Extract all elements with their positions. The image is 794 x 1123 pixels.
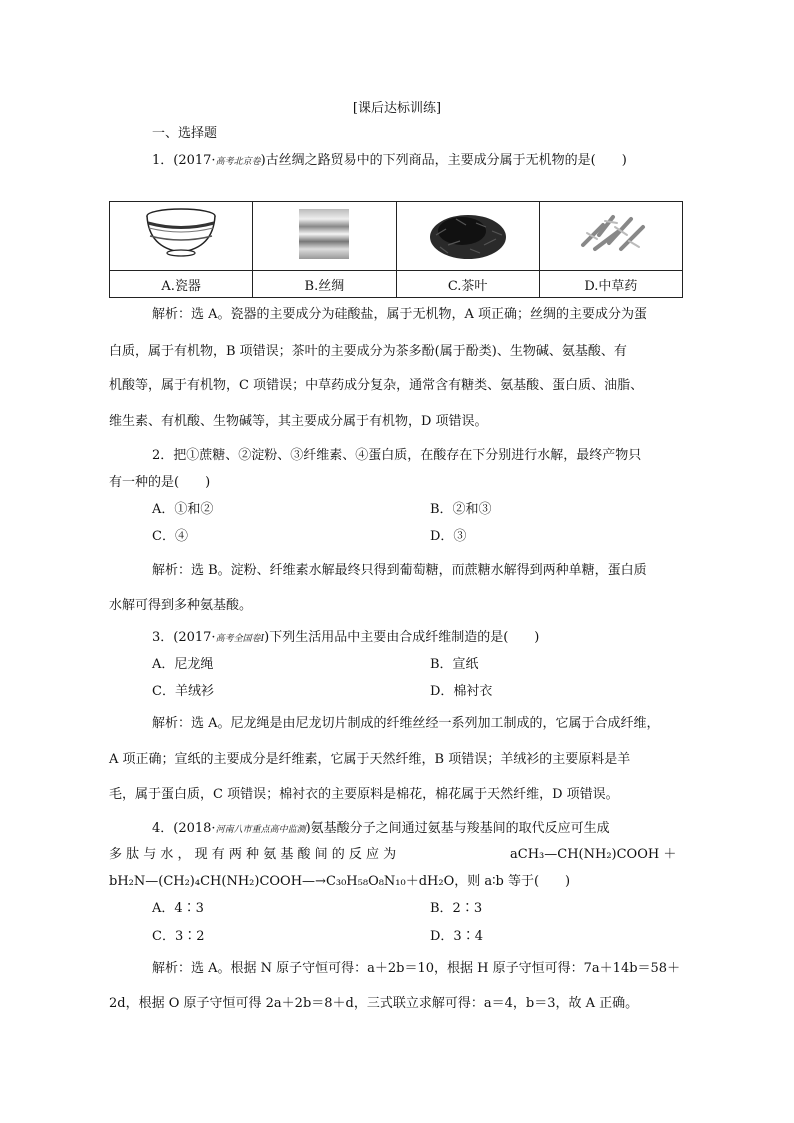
q4-option-a: A．4∶3 [152, 901, 204, 916]
q2-explain-line: 解析：选 B。淀粉、纤维素水解最终只得到葡萄糖，而蔗糖水解得到两种单糖，蛋白质 [152, 563, 647, 578]
q3-explain-line: 毛，属于蛋白质，C 项错误；棉衬衣的主要原料是棉花，棉花属于天然纤维，D 项错误。 [109, 787, 619, 802]
q2-stem-line: 有一种的是( ) [109, 475, 211, 490]
q3-option-c: C．羊绒衫 [152, 684, 214, 699]
q1-stem-suffix: )古丝绸之路贸易中的下列商品，主要成分属于无机物的是( ) [260, 153, 627, 168]
q2-explain-line: 水解可得到多种氨基酸。 [109, 598, 253, 613]
q1-image-tea-cell [396, 202, 539, 271]
q3-source: 高考全国卷Ⅰ [215, 634, 265, 644]
q1-explain-line: 解析：选 A。瓷器的主要成分为硅酸盐，属于无机物，A 项正确；丝绸的主要成分为蛋 [152, 307, 648, 322]
q4-stem-line2: 多 肽 与 水 ， 现 有 两 种 氨 基 酸 间 的 反 应 为 [109, 847, 397, 862]
q1-stem-prefix: 1．(2017· [152, 153, 216, 168]
q4-explain-line: 2d，根据 O 原子守恒可得 2a＋2b＝8＋d，三式联立求解可得：a＝4，b＝3，故 A 正确。 [109, 996, 639, 1011]
q4-option-d: D．3∶4 [430, 929, 483, 944]
page-title: [课后达标训练] [352, 101, 442, 116]
q3-stem-prefix: 3．(2017· [152, 630, 216, 645]
q3-stem-suffix: )下列生活用品中主要由合成纤维制造的是( ) [264, 630, 540, 645]
q1-image-table [109, 201, 683, 298]
q1-caption-c: C.茶叶 [396, 271, 539, 298]
q3-explain-line: A 项正确；宣纸的主要成分是纤维素，它属于天然纤维，B 项错误；羊绒衫的主要原料是羊 [109, 752, 631, 767]
q1-caption-b: B.丝绸 [253, 271, 396, 298]
q1-explain-line: 白质，属于有机物，B 项错误；茶叶的主要成分为茶多酚(属于酚类)、生物碱、氨基酸、有 [109, 344, 627, 359]
q2-option-a: A．①和② [152, 502, 214, 517]
q4-stem-prefix: 4．(2018· [152, 821, 216, 836]
tea-leaves-image [426, 205, 510, 263]
q1-caption-d: D.中草药 [539, 271, 682, 298]
q2-option-d: D．③ [430, 529, 467, 544]
q1-explain-line: 维生素、有机酸、生物碱等，其主要成分属于有机物，D 项错误。 [109, 414, 488, 429]
q4-source: 河南八市重点高中监测 [215, 825, 306, 835]
q2-option-c: C．④ [152, 529, 188, 544]
q1-caption-a: A.瓷器 [110, 271, 253, 298]
q2-option-b: B．②和③ [430, 502, 492, 517]
q3-explain-line: 解析：选 A。尼龙绳是由尼龙切片制成的纤维丝经一系列加工制成的，它属于合成纤维， [152, 716, 660, 731]
q3-option-b: B．宣纸 [430, 657, 479, 672]
q4-stem-formula: aCH₃—CH(NH₂)COOH ＋ [510, 847, 677, 862]
q2-stem-line: 2．把①蔗糖、②淀粉、③纤维素、④蛋白质，在酸存在下分别进行水解，最终产物只 [152, 448, 642, 463]
herbal-medicine-image [569, 205, 653, 263]
q4-stem-suffix: )氨基酸分子之间通过氨基与羧基间的取代反应可生成 [305, 821, 610, 836]
silk-image [299, 209, 349, 259]
section-title: 一、选择题 [152, 126, 218, 141]
q4-option-b: B．2∶3 [430, 901, 483, 916]
q1-stem [152, 153, 627, 170]
q3-option-a: A．尼龙绳 [152, 657, 214, 672]
q4-stem-line3: bH₂N—(CH₂)₄CH(NH₂)COOH—→C₃₀H₅₈O₈N₁₀＋dH₂O，则 a∶b 等于( ) [109, 874, 571, 889]
q4-explain-line: 解析：选 A。根据 N 原子守恒可得：a＋2b＝10，根据 H 原子守恒可得：7a＋14b＝58＋ [152, 961, 681, 976]
q4-stem [152, 821, 610, 838]
q1-source: 高考北京卷 [215, 157, 261, 167]
q3-stem [152, 630, 539, 647]
q3-option-d: D．棉衬衣 [430, 684, 493, 699]
q4-option-c: C．3∶2 [152, 929, 205, 944]
q1-image-herb-cell [539, 202, 682, 271]
q1-image-bowl-cell [110, 202, 253, 271]
q1-image-silk-cell [253, 202, 396, 271]
porcelain-bowl-image [141, 206, 221, 262]
q1-explain-line: 机酸等，属于有机物，C 项错误；中草药成分复杂，通常含有糖类、氨基酸、蛋白质、油脂、 [109, 378, 644, 393]
